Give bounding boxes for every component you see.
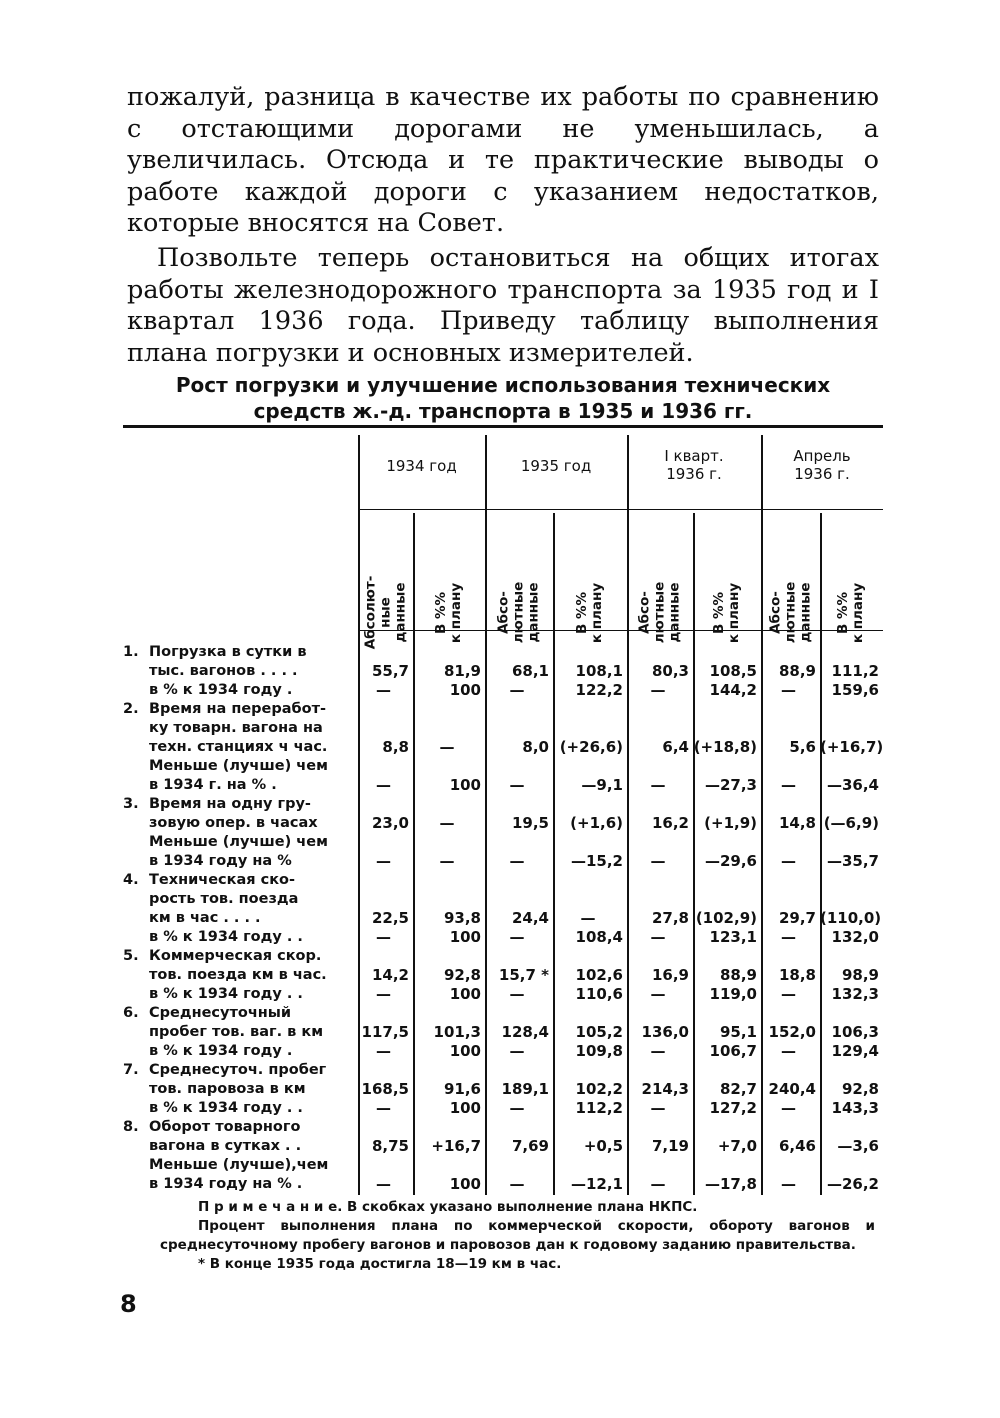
table-cell: 189,1 — [501, 1080, 549, 1098]
table-cell: —29,6 — [704, 852, 757, 870]
column-subheader-text: Абсолют- ные данные — [362, 575, 408, 650]
page-number: 8 — [120, 1290, 137, 1318]
table-cell: 117,5 — [361, 1023, 409, 1041]
table-cell: 82,7 — [719, 1080, 757, 1098]
table-cell: 92,8 — [443, 966, 481, 984]
table-cell: — — [376, 776, 391, 794]
table-cell: 5,6 — [789, 738, 816, 756]
table-cell: —17,8 — [704, 1175, 757, 1193]
table-cell: — — [376, 1099, 391, 1117]
table-cell: 6,46 — [778, 1137, 816, 1155]
table-cell: 100 — [449, 1175, 481, 1193]
row-number: 8. — [123, 1119, 139, 1135]
row-number: 6. — [123, 1005, 139, 1021]
table-cell: — — [376, 985, 391, 1003]
row-label — [123, 871, 355, 947]
table-cell: — — [580, 909, 596, 927]
table-cell: (+26,6) — [559, 738, 623, 756]
row-label — [123, 1118, 355, 1194]
column-subheader-text: Абсо- лютные данные — [495, 581, 542, 644]
table-cell: — — [781, 928, 796, 946]
period-header: 1934 год — [386, 457, 457, 475]
table-cell: 102,2 — [575, 1080, 623, 1098]
row-label-line: в % к 1934 году . . — [149, 929, 303, 945]
table-cell: 110,6 — [575, 985, 623, 1003]
table-cell: —26,2 — [826, 1175, 879, 1193]
table-cell: — — [781, 1099, 796, 1117]
table-cell: 152,0 — [768, 1023, 816, 1041]
column-subheader-text: Абсо- лютные данные — [636, 581, 683, 644]
table-cell: 24,4 — [511, 909, 549, 927]
row-number: 5. — [123, 948, 139, 964]
table-cell: 7,19 — [651, 1137, 689, 1155]
table-cell: —15,2 — [570, 852, 623, 870]
period-header: Апрель 1936 г. — [793, 447, 851, 483]
table-cell: —12,1 — [570, 1175, 623, 1193]
table-cell: 16,9 — [651, 966, 689, 984]
table-cell: 111,2 — [831, 662, 879, 680]
table-cell: 136,0 — [641, 1023, 689, 1041]
table-cell: 16,2 — [651, 814, 689, 832]
table-cell: 119,0 — [709, 985, 757, 1003]
note-primary: П р и м е ч а н и е. В скобках указано выполнение плана НКПС. — [198, 1199, 698, 1215]
table-top-rule — [123, 425, 883, 428]
column-subheader-text: В %% к плану — [432, 582, 464, 643]
table-cell: 23,0 — [371, 814, 409, 832]
row-label-line: 6. Среднесуточный — [123, 1005, 292, 1021]
table-cell: +16,7 — [431, 1137, 481, 1155]
table-cell: 108,4 — [575, 928, 623, 946]
table-cell: — — [650, 1042, 666, 1060]
table-cell: —9,1 — [581, 776, 623, 794]
table-cell: 15,7 * — [498, 966, 549, 984]
row-label — [123, 643, 355, 700]
table-cell: 106,7 — [709, 1042, 757, 1060]
table-cell: 112,2 — [575, 1099, 623, 1117]
row-label-line: км в час . . . . — [149, 910, 261, 926]
row-number: 7. — [123, 1062, 139, 1078]
column-subheader-text: Абсо- лютные данные — [767, 581, 813, 644]
column-subheader-text: В %% к плану — [710, 582, 742, 643]
table-cell: 132,3 — [831, 985, 879, 1003]
table-cell: 102,6 — [575, 966, 623, 984]
table-cell: — — [509, 852, 525, 870]
row-label-line: вагона в сутках . . — [149, 1138, 302, 1154]
table-cell: — — [439, 852, 455, 870]
row-label — [123, 1004, 355, 1061]
table-cell: — — [650, 928, 666, 946]
table-cell: 105,2 — [575, 1023, 623, 1041]
table-cell: 109,8 — [575, 1042, 623, 1060]
table-cell: — — [509, 1099, 525, 1117]
table-cell: 6,4 — [662, 738, 689, 756]
table-cell: — — [376, 1042, 391, 1060]
table-cell: 95,1 — [719, 1023, 757, 1041]
table-cell: — — [376, 1175, 391, 1193]
table-cell: — — [781, 776, 796, 794]
table-cell: 14,2 — [371, 966, 409, 984]
table-cell: — — [509, 1175, 525, 1193]
row-label-line: в % к 1934 году . . — [149, 1100, 303, 1116]
table-cell: 128,4 — [501, 1023, 549, 1041]
table-cell: 80,3 — [651, 662, 689, 680]
table-cell: 214,3 — [641, 1080, 689, 1098]
table-cell: 18,8 — [778, 966, 816, 984]
row-label — [123, 1061, 355, 1118]
table-cell: —3,6 — [837, 1137, 879, 1155]
table-cell: — — [650, 985, 666, 1003]
row-label — [123, 795, 355, 871]
column-subheader-text: В %% к плану — [835, 582, 867, 643]
table-cell: — — [509, 681, 525, 699]
note-percent: Процент выполнения плана по коммерческой скорости, обороту вагонов и среднесуточному пробегу вагонов и паровозов дан к годовому заданию правительства. — [160, 1218, 875, 1253]
row-number: 3. — [123, 796, 139, 812]
table-cell: 100 — [449, 681, 481, 699]
table-cell: —36,4 — [826, 776, 879, 794]
table-cell: 55,7 — [371, 662, 409, 680]
row-label-line: 7. Среднесуточ. пробег — [123, 1062, 327, 1078]
paragraph-2: Позвольте теперь остановиться на общих итогах работы железнодорожного транспорта за 1935 год и I квартал 1936 года. Приведу таблицу выполнения плана погрузки и основных измерителей. — [127, 243, 879, 368]
table-cell: 168,5 — [361, 1080, 409, 1098]
table-cell: — — [509, 985, 525, 1003]
row-label-line: ку товарн. вагона на — [149, 720, 323, 736]
row-label-line: 1. Погрузка в сутки в — [123, 644, 307, 660]
table-cell: 7,69 — [511, 1137, 549, 1155]
table-cell: 91,6 — [443, 1080, 481, 1098]
table-cell: —27,3 — [704, 776, 757, 794]
table-cell: (+16,7) — [820, 738, 884, 756]
row-label-line: тыс. вагонов . . . . — [149, 663, 298, 679]
table-cell: 129,4 — [831, 1042, 879, 1060]
table-cell: 143,3 — [831, 1099, 879, 1117]
table-cell: — — [509, 776, 525, 794]
table-cell: (102,9) — [695, 909, 757, 927]
table-cell: 100 — [449, 776, 481, 794]
table-cell: — — [509, 928, 525, 946]
row-label-line: тов. паровоза в км — [149, 1081, 306, 1097]
table-cell: 100 — [449, 985, 481, 1003]
row-label-line: 2. Время на переработ- — [123, 701, 327, 717]
table-cell: 8,75 — [371, 1137, 409, 1155]
table-cell: (110,0) — [820, 909, 882, 927]
row-label-line: в 1934 году на % — [149, 853, 292, 869]
table-cell: 27,8 — [651, 909, 689, 927]
table-cell: 144,2 — [709, 681, 757, 699]
table-cell: 81,9 — [443, 662, 481, 680]
row-label-line: в % к 1934 году . . — [149, 986, 303, 1002]
table-cell: +7,0 — [717, 1137, 757, 1155]
row-label-line: в 1934 г. на % . — [149, 777, 277, 793]
table-title — [127, 372, 879, 424]
table-cell: 159,6 — [831, 681, 879, 699]
table-cell: — — [650, 681, 666, 699]
table-cell: 8,0 — [522, 738, 549, 756]
table-cell: 132,0 — [831, 928, 879, 946]
table-title-line-1: Рост погрузки и улучшение использования технических — [175, 373, 831, 397]
table-cell: (+18,8) — [693, 738, 757, 756]
row-label-line: техн. станциях ч час. — [149, 739, 328, 755]
row-label-line: в % к 1934 году . — [149, 682, 293, 698]
table-cell: 100 — [449, 928, 481, 946]
table-cell: 88,9 — [778, 662, 816, 680]
table-cell: 100 — [449, 1042, 481, 1060]
row-label-line: пробег тов. ваг. в км — [149, 1024, 324, 1040]
table-cell: 8,8 — [382, 738, 409, 756]
table-cell: 123,1 — [709, 928, 757, 946]
table-cell: — — [650, 1099, 666, 1117]
period-header: I кварт. 1936 г. — [664, 447, 724, 483]
row-label — [123, 700, 355, 795]
table-cell: — — [439, 814, 455, 832]
row-label — [123, 947, 355, 1004]
table-cell: 14,8 — [778, 814, 816, 832]
table-cell: — — [650, 1175, 666, 1193]
table-cell: 29,7 — [778, 909, 816, 927]
table-cell: 100 — [449, 1099, 481, 1117]
table-cell: — — [376, 852, 391, 870]
table-notes — [160, 1198, 875, 1274]
row-label-line: в % к 1934 году . — [149, 1043, 293, 1059]
table-cell: 108,1 — [575, 662, 623, 680]
table-cell: 22,5 — [371, 909, 409, 927]
row-label-line: Меньше (лучше),чем — [149, 1157, 329, 1173]
row-number: 4. — [123, 872, 139, 888]
row-label-line: Меньше (лучше) чем — [149, 834, 328, 850]
table-cell: 19,5 — [511, 814, 549, 832]
column-subheader-text: В %% к плану — [573, 582, 605, 643]
row-label-line: 4. Техническая ско- — [123, 872, 296, 888]
table-cell: (+1,6) — [570, 814, 623, 832]
table-cell: 127,2 — [709, 1099, 757, 1117]
table-cell: — — [650, 776, 666, 794]
table-cell: 106,3 — [831, 1023, 879, 1041]
table-title-line-2: средств ж.-д. транспорта в 1935 и 1936 гг. — [253, 399, 753, 423]
table-cell: 93,8 — [443, 909, 481, 927]
table-cell: — — [781, 852, 796, 870]
note-footnote: * В конце 1935 года достигла 18—19 км в час. — [198, 1256, 562, 1272]
row-label-line: рость тов. поезда — [149, 891, 299, 907]
table-cell: — — [781, 681, 796, 699]
table-cell: 240,4 — [768, 1080, 816, 1098]
header-separator — [358, 509, 883, 510]
table-cell: — — [781, 985, 796, 1003]
row-label-line: в 1934 году на % . — [149, 1176, 303, 1192]
row-label-line: тов. поезда км в час. — [149, 967, 327, 983]
row-label-line: 3. Время на одну гру- — [123, 796, 311, 812]
table-cell: +0,5 — [583, 1137, 623, 1155]
table-cell: 108,5 — [709, 662, 757, 680]
table-cell: — — [781, 1042, 796, 1060]
row-label-line: Меньше (лучше) чем — [149, 758, 328, 774]
table-cell: 98,9 — [841, 966, 879, 984]
table-cell: 122,2 — [575, 681, 623, 699]
paragraph-1: пожалуй, разница в качестве их работы по сравнению с отстающими дорогами не уменьшилась, а увеличилась. Отсюда и те практические выводы о работе каждой дороги с указанием недостатков, которые вносятся на Совет. — [127, 82, 879, 238]
row-number: 2. — [123, 701, 139, 717]
table-cell: — — [376, 928, 391, 946]
table-cell: 92,8 — [841, 1080, 879, 1098]
row-label-line: 8. Оборот товарного — [123, 1119, 301, 1135]
row-label-line: зовую опер. в часах — [149, 815, 318, 831]
table-cell: — — [376, 681, 391, 699]
table-cell: 88,9 — [719, 966, 757, 984]
table-cell: — — [439, 738, 455, 756]
table-cell: (+1,9) — [704, 814, 757, 832]
table-cell: —35,7 — [826, 852, 879, 870]
table-cell: 68,1 — [511, 662, 549, 680]
table-cell: 101,3 — [433, 1023, 481, 1041]
table-cell: — — [509, 1042, 525, 1060]
period-header: 1935 год — [520, 457, 592, 475]
data-table — [123, 425, 883, 1205]
table-cell: — — [781, 1175, 796, 1193]
row-label-line: 5. Коммерческая скор. — [123, 948, 322, 964]
table-cell: — — [650, 852, 666, 870]
row-number: 1. — [123, 644, 139, 660]
table-cell: (—6,9) — [823, 814, 879, 832]
